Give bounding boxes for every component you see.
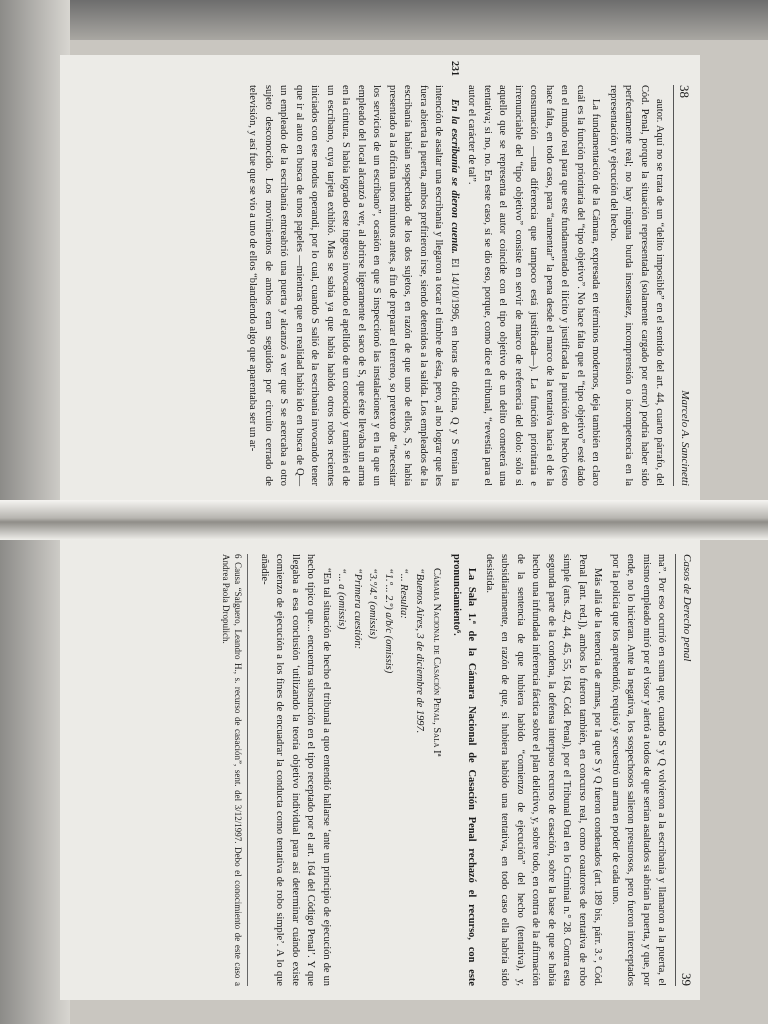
- quote-line: “3.º/4.º (omissis): [367, 568, 379, 639]
- right-page-region: [60, 540, 700, 1000]
- book-gutter: [0, 500, 768, 540]
- quote-line: “... a (omissis): [336, 568, 348, 630]
- case-paragraph: [245, 85, 462, 486]
- case-text: El 14/10/1996, en horas de oficina, Q y S tenían la intención de asaltar una escribanía y llegaron a tocar el timbre de ésta, pero, al no lograr que les fuera abierta la puerta, ambos prefirieron irse, siendo detenidos a la salida. Los empleados de la escribanía habían sospechado de los dos sujetos, en razón de que uno de ellos, S, se había presentado a la oficina unos minutos antes, a fin de preparar el terreno, so pretexto de “necesitar los servicios de un escribano”, ocasión en que S inspeccionó las instalaciones y en la que un empleado del local alcanzó a ver, al abrirse ligeramente el saco de S, que éste llevaba un arma en la cintura. S había logrado este ingreso invocando el apellido de un conocido y también el de un escribano, cuya tarjeta exhibió. Mas se sabía ya que había habido otros robos recientes iniciados con ese modus operandi, por lo cual, cuando S salió de la escribanía invocando tener que ir al auto en busca de unos papeles —mientras que en realidad había ido en busca de Q— un empleado de la escribanía entreabrió una puerta y alcanzó a ver que S se acercaba a otro sujeto desconocido. Los movimientos de ambos eran seguidos por circuito cerrado de televisión, y así fue que se vio a uno de ellos “blandiendo algo que aparentaba ser un ar-: [247, 85, 460, 486]
- running-head-author: Marcelo A. Sancinetti: [679, 390, 691, 486]
- footnote: 6 Causa “Salguero, Leandro H., s. recurso de casación”, sent. del 3/12/1997. Debo el conocimiento de este caso a Andrea Paola Dropulich.: [221, 554, 249, 986]
- page-number: 39: [679, 973, 694, 986]
- paragraph: La fundamentación de la Cámara, expresada en términos modernos, deja también en claro cuál es la función prioritaria del “tipo objetivo”. No hace falta que el “tipo objetivo” esté dado en el mundo real para que este fundamentado el ilícito y justificada la punición del hecho (esto hace falta, en todo caso, para “aumentar” la pena desde el marco de la tentativa hacia el de la consumación —una diferencia que tampoco está justificada—). La función prioritaria e irrenunciable del “tipo objetivo” consiste en servir de marco de referencia del dolo: sólo si aquello que se representa el autor coincide con el tipo objetivo de un delito cometerá una tentativa; si no, no. En este caso, sí se dio eso, porque, como dice el tribunal, “revestía para el autor el carácter de tal”.: [466, 85, 602, 486]
- paragraph: “En tal situación de hecho el tribunal a quo entendió hallarse ‘ante un principio de ejecución de un hecho típico que... encuentra subsunción en el tipo receptado por el art. 164 del Código Penal’. Y que llegaba a esa conclusión ‘utilizando la teoría objetivo individual para así determinar cuándo existe comienzo de ejecución a los fines de encuadrar la conducta como tentativa de robo simple’. A lo que añadie-: [259, 554, 332, 986]
- paragraph: La Sala 1.ª de la Cámara Nacional de Casación Penal rechazó el recurso, con este pronunciamiento⁶.: [451, 554, 478, 986]
- page-number: 38: [677, 85, 692, 98]
- section-title: En la escribanía se dieron cuenta.: [449, 99, 460, 254]
- quote-line: “1.º... 2.º) a/b/c (omissis): [383, 568, 394, 674]
- court-heading: Cámara Nacional de Casación Penal, Sala Iª: [431, 568, 443, 757]
- paragraph: ma”. Por eso ocurrió en suma que, cuando S y Q volvieron a la escribanía y llamaron a la puerta, el mismo empleado miró por el visor y alertó a todos de que serían asaltados si abrían la puerta, y que, por ende, no lo hicieran. Ante la negativa, los sospechosos salieron presurosos, pero fueron interceptados por la policía que los aprehendió, requisó y secuestró un arma en poder de cada uno.: [610, 554, 668, 986]
- scan-top-edge: [0, 0, 768, 40]
- paragraph: autor. Aquí no se trata de un “delito imposible” en el sentido del art. 44, cuarto párrafo, del Cód. Penal, porque la situación representada (solamente cargado por error) podría haber sido perfectamente real; no hay ninguna burda insensatez, incomprensión o incompetencia en la representación y ejecución del hecho.: [608, 85, 666, 486]
- quote-line: “Buenos Aires, 3 de diciembre de 1997.: [414, 568, 425, 734]
- left-page-region: [60, 55, 700, 500]
- book-page-38: [60, 55, 700, 500]
- book-page-39: [60, 540, 700, 1000]
- running-head-title: Casos de Derecho penal: [681, 554, 693, 662]
- quote-line: “... Resulta:: [398, 568, 410, 619]
- running-head: [674, 85, 693, 486]
- quote-line: “Primera cuestión:: [352, 568, 363, 650]
- running-head: [676, 554, 695, 986]
- paragraph: Más allá de la tenencia de armas, por la que S y Q fueron condenados (art. 189 bis, párr. 3.°, Cód. Penal [ant. red.]), ambos lo fueron también, en concurso real, como coautores de tentativa de robo simple (arts. 42, 44, 45, 55, 164, Cód. Penal), por el Tribunal Oral en lo Criminal n.° 28. Contra esta segunda parte de la condena, la defensa interpuso recurso de casación, sobre la base de que se había hecho una infundada inferencia fáctica sobre el plan delictivo, y, sobre todo, en contra de la afirmación de la sentencia de que hubiera habido “comienzo de ejecución” del hecho (tentativa), y, subsidiariamente, en razón de que, si hubiera habido una tentativa, en todo caso ella habría sido desistida.: [484, 554, 604, 986]
- margin-case-number: 231: [449, 61, 460, 76]
